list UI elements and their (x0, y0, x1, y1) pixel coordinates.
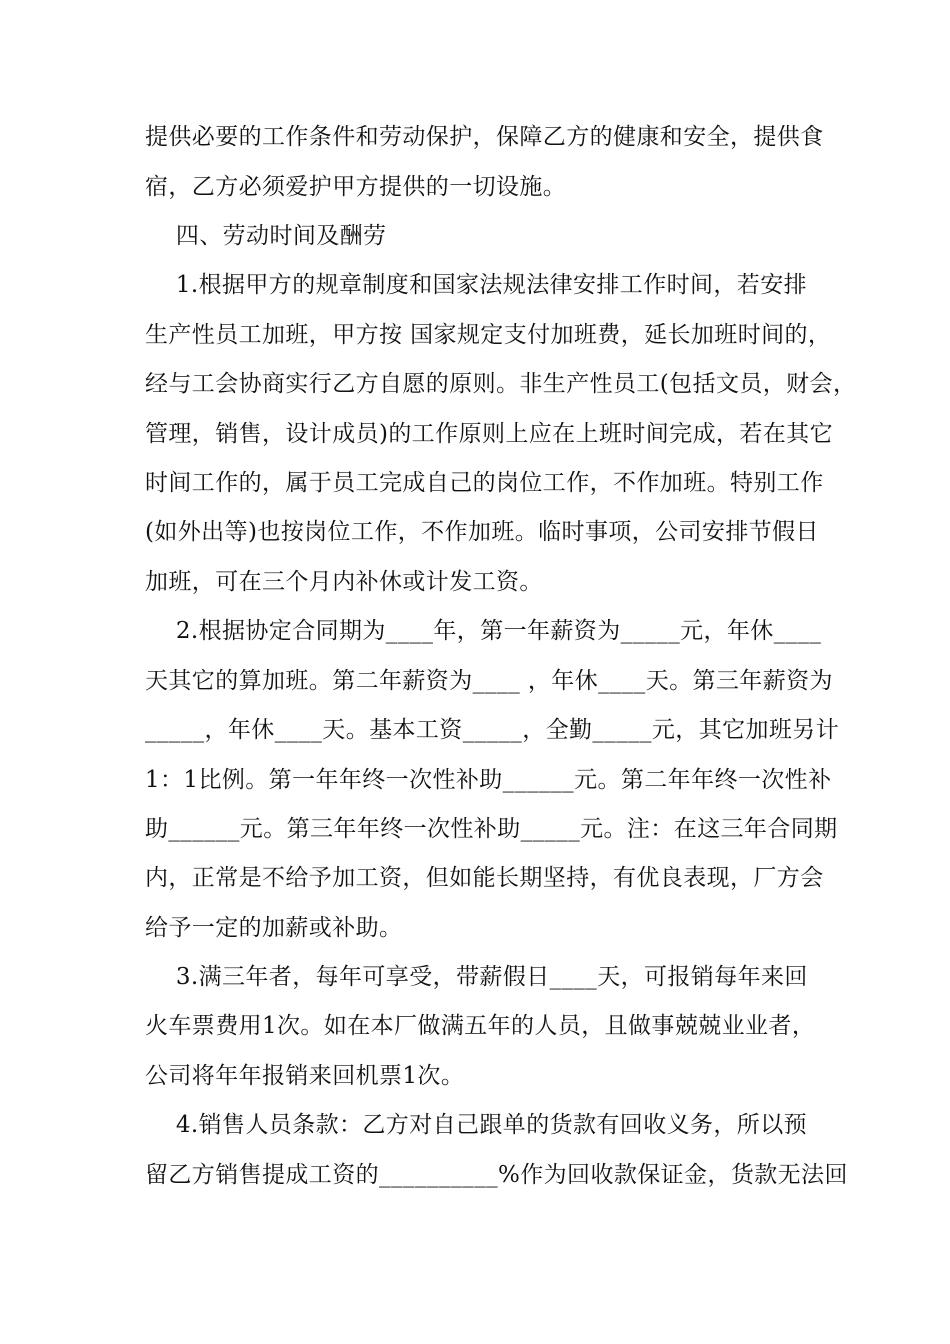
text-line: 给予一定的加薪或补助。 (145, 915, 403, 941)
text-line: 公司将年年报销来回机票1次。 (145, 1063, 465, 1089)
section-heading: 四、劳动时间及酬劳 (145, 223, 387, 249)
text-line: 3.满三年者，每年可享受，带薪假日____天，可报销每年来回 (145, 964, 808, 990)
text-line: 火车票费用1次。如在本厂做满五年的人员，且做事兢兢业业者， (145, 1013, 816, 1039)
text-line: 时间工作的，属于员工完成自己的岗位工作，不作加班。特别工作 (145, 470, 824, 496)
text-line: 加班，可在三个月内补休或计发工资。 (145, 569, 543, 595)
text-line: 4.销售人员条款：乙方对自己跟单的货款有回收义务，所以预 (145, 1112, 807, 1138)
text-line: 内，正常是不给予加工资，但如能长期坚持，有优良表现，厂方会 (145, 865, 824, 891)
text-line: 2.根据协定合同期为____年，第一年薪资为_____元，年休____ (145, 618, 822, 644)
text-line: 提供必要的工作条件和劳动保护，保障乙方的健康和安全，提供食 (145, 124, 824, 150)
text-line: 管理，销售，设计成员)的工作原则上应在上班时间完成，若在其它 (145, 421, 833, 447)
text-line: 生产性员工加班，甲方按 国家规定支付加班费，延长加班时间的， (145, 322, 832, 348)
text-line: 经与工会协商实行乙方自愿的原则。非生产性员工(包括文员，财会， (145, 371, 857, 397)
text-line: 1.根据甲方的规章制度和国家法规法律安排工作时间，若安排 (145, 272, 807, 298)
text-line: 宿，乙方必须爱护甲方提供的一切设施。 (145, 174, 567, 200)
text-line: 1：1比例。第一年年终一次性补助______元。第二年年终一次性补 (145, 767, 832, 793)
text-line: (如外出等)也按岗位工作，不作加班。临时事项，公司安排节假日 (145, 519, 819, 545)
text-line: 助______元。第三年年终一次性补助_____元。注：在这三年合同期 (145, 816, 838, 842)
text-line: 留乙方销售提成工资的__________%作为回收款保证金，货款无法回 (145, 1162, 848, 1188)
text-line: _____，年休____天。基本工资_____，全勤_____元，其它加班另计 (145, 717, 840, 743)
text-line: 天其它的算加班。第二年薪资为____ ，年休____天。第三年薪资为 (145, 668, 833, 694)
